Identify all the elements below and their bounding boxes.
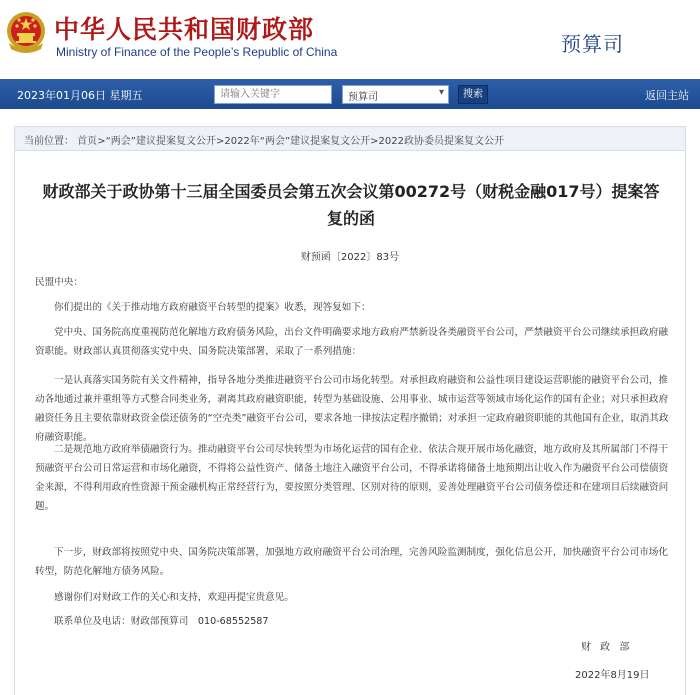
signer: 财 政 部 [581, 642, 633, 653]
signature-date: 2022年8月19日 [575, 670, 650, 681]
search-button[interactable]: 搜索 [458, 85, 488, 104]
breadcrumb-home-link[interactable]: 首页 [77, 136, 98, 147]
breadcrumb [24, 132, 504, 147]
breadcrumb-separator: > [370, 136, 379, 147]
breadcrumb-separator: > [215, 136, 225, 147]
breadcrumb-2022-lianghui-link[interactable]: 2022年“两会”建议提案复文公开 [224, 136, 371, 147]
site-header [0, 0, 700, 79]
content-panel [14, 126, 686, 695]
search-scope-select[interactable] [342, 85, 449, 104]
site-title-english: Ministry of Finance of the People’s Republic of China [56, 45, 338, 59]
breadcrumb-separator: > [97, 136, 106, 147]
contact-info: 联系单位及电话：财政部预算司 010-68552587 [54, 616, 269, 627]
national-emblem-icon[interactable] [5, 9, 47, 57]
breadcrumb-prefix: 当前位置： [24, 136, 74, 147]
paragraph: 二是规范地方政府举债融资行为。推动融资平台公司尽快转型为市场化运营的国有企业、依法合规开展市场化融资，地方政府及其所属部门不得干预融资平台公司日常运营和市场化融资，不得将公益性资产、储备土地注入融资平台公司，不得承诺将储备土地预期出让收入作为融资平台公司偿债资金来源，不得利用政府性资源干预金融机构正常经营行为，要按照分类管理、区别对待的原则，妥善处理融资平台公司债务偿还和在建项目后续融资问题。 [35, 444, 669, 512]
breadcrumb-bar [15, 127, 685, 151]
paragraph: 感谢你们对财政工作的关心和支持，欢迎再提宝贵意见。 [54, 592, 294, 603]
breadcrumb-lianghui-link[interactable]: “两会”建议提案复文公开 [105, 136, 216, 147]
salutation: 民盟中央： [35, 277, 83, 288]
paragraph: 党中央、国务院高度重视防范化解地方政府债务风险，出台文件明确要求地方政府严禁新设各类融资平台公司，严禁融资平台公司继续承担政府融资职能。财政部认真贯彻落实党中央、国务院决策部署，采取了一系列措施： [35, 327, 668, 357]
document-number: 财预函〔2022〕83号 [300, 252, 400, 263]
site-title-chinese: 中华人民共和国财政部 [54, 15, 315, 44]
chevron-down-icon: ▾ [438, 87, 444, 98]
top-nav-bar [0, 79, 700, 109]
paragraph: 你们提出的《关于推动地方政府融资平台转型的提案》收悉，现答复如下： [54, 302, 371, 313]
department-name: 预算司 [561, 32, 624, 56]
paragraph: 一是认真落实国务院有关文件精神，指导各地分类推进融资平台公司市场化转型。对承担政府融资和公益性项目建设运营职能的融资平台公司，推动各地通过兼并重组等方式整合同类业务，剥离其政府融资职能，转型为基础设施、公用事业、城市运营等领域市场化运作的国有企业；对只承担政府融资任务且主要依靠财政资金偿还债务的“空壳类”融资平台公司，要求各地一律按法定程序撤销；对承担一定政府融资职能的其他国有企业，取消其政府融资职能。 [35, 375, 669, 443]
current-date: 2023年01月06日 星期五 [17, 89, 143, 102]
search-input[interactable] [214, 85, 332, 104]
document-title: 财政部关于政协第十三届全国委员会第五次会议第00272号（财税金融017号）提案答复的函 [42, 182, 660, 228]
back-home-link[interactable]: 返回主站 [645, 89, 689, 102]
paragraph: 下一步，财政部将按照党中央、国务院决策部署，加强地方政府融资平台公司治理，完善风险监测制度，强化信息公开，加快融资平台公司市场化转型，防范化解地方债务风险。 [35, 547, 668, 577]
breadcrumb-cppcc-link[interactable]: 2022政协委员提案复文公开 [378, 136, 504, 147]
search-scope-value: 预算司 [348, 92, 378, 103]
